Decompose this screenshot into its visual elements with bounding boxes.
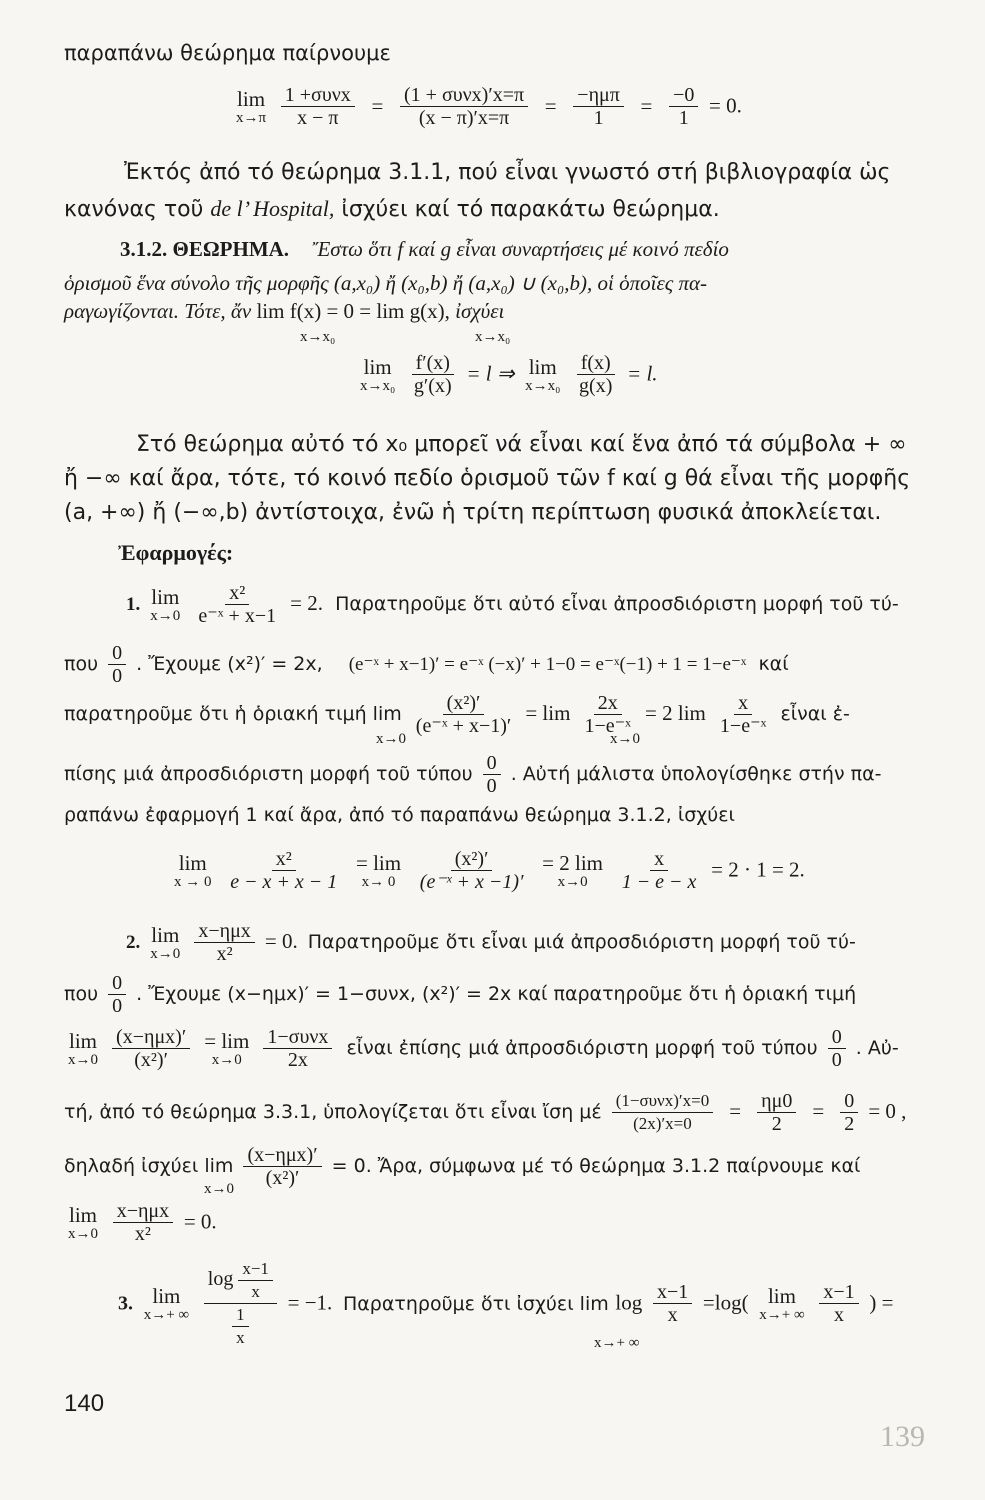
application-1-line: που $\frac{0}{0}$ . Ἔχουμε (x²)′ = 2x, (e⁻ˣ + x−1)′ = e⁻ˣ (−x)′ + 1−0 = e⁻ˣ(−1) + 1 = 1−e⁻ˣ καί [64,642,789,687]
application-2-line: lim x→0 $\frac{\text{(x−ημx)′}}{\text{(x²)′}}$ = lim x→0 $\frac{\text{1−συνx}}{2x}$ εἶναι ἐπίσης μιά ἀπροσδιόριστη μορφή τοῦ τύπου $\frac{0}{0}$ . Αὐ- [68,1026,899,1071]
header-line: παραπάνω θεώρημα παίρνουμε [64,41,391,65]
fraction: $\frac{\text{(x−ημx)′}}{\text{(x²)′}}$ [243,1144,321,1189]
page-number: 140 [64,1390,105,1417]
limit-operator: lim x→0 [68,1202,98,1242]
limit-operator: lim x→0 [150,584,181,624]
theorem-equation: lim x→x₀ $\frac{f'(x)}{g'(x)}$ = l ⇒ lim x→x₀ $\frac{f(x)}{g(x)}$ = l. [360,352,658,397]
application-1-line: ραπάνω ἐφαρμογή 1 καί ἄρα, ἀπό τό παραπάνω θεώρημα 3.1.2, ἰσχύει [64,804,735,826]
bleed-through-number: 139 [880,1420,925,1453]
application-3: 3. lim x→+ ∞ log $\frac{x-1}{x}$ $\frac{1}{x}$ = −1. Παρατηροῦμε ὅτι ἰσχύει lim log $\frac{x-1}{x}$ =log( lim x→+ ∞ $\frac{x-1}{x}$ ) = [118,1259,894,1347]
fraction: $\frac{x-1}{x}$ [653,1281,692,1326]
limit-subscript: x→x₀ [475,329,511,345]
limit-subscript: x→x₀ [300,329,336,345]
fraction: $\frac{f'(x)}{g'(x)}$ [410,352,456,397]
fraction: $\frac{2x}{\text{1−e⁻ˣ}}$ [584,692,631,737]
limit-operator: = lim x→ 0 [356,850,402,890]
fraction: $\frac{0}{0}$ [108,642,126,687]
fraction: $\frac{\text{(x−ημx)′}}{\text{(x²)′}}$ [112,1026,190,1071]
application-1-final: lim x → 0 $\frac{\text{x²}}{e - x + x - 1}$ = lim x→ 0 $\frac{\text{(x²)′}}{\text{(e⁻ˣ + x −1)′}}$ = 2 lim x→0 $\frac{x}{1 - e - x}$ = 2 · 1 = 2. [174,848,805,893]
theorem-line: ραγωγίζονται. Τότε, ἄν lim f(x) = 0 = lim g(x), ἰσχύει [64,299,505,323]
hospital-name: de l’ Hospital, [210,196,335,221]
limit-operator: lim x→+ ∞ [143,1283,190,1323]
application-1-line: πίσης μιά ἀπροσδιόριστη μορφή τοῦ τύπου $\frac{0}{0}$ . Αὐτή μάλιστα ὑπολογίσθηκε στήν πα- [64,752,882,797]
fraction: $\frac{\text{1 +συνx}}{x - \pi}$ [281,84,355,129]
fraction: $\frac{0}{0}$ [828,1026,846,1071]
fraction: $\frac{\eta\mu 0}{2}$ [757,1090,796,1135]
paragraph-line: Ἐκτός ἀπό τό θεώρημα 3.1.1, πού εἶναι γνωστό στή βιβλιογραφία ὡς [124,160,891,185]
fraction: $\frac{\text{(x²)′}}{\text{(e⁻ˣ + x −1)′}}$ [419,848,524,893]
paragraph-line: Στό θεώρημα αὐτό τό x₀ μπορεῖ νά εἶναι καί ἕνα ἀπό τά σύμβολα + ∞ [136,432,907,457]
paragraph-line: (a, +∞) ἤ (−∞,b) ἀντίστοιχα, ἐνῶ ἡ τρίτη περίπτωση φυσικά ἀποκλείεται. [64,500,882,525]
fraction: $\frac{\text{(x²)′}}{\text{(e⁻ˣ + x−1)′}}$ [415,692,512,737]
limit-subscript: x→0 [610,731,640,747]
fraction: $\frac{0}{0}$ [108,972,126,1017]
fraction: $\frac{\text{x−ημx}}{\text{x²}}$ [194,920,254,965]
application-2-line: που $\frac{0}{0}$ . Ἔχουμε (x−ημx)′ = 1−συνx, (x²)′ = 2x καί παρατηροῦμε ὅτι ἡ ὁριακή τιμή [64,972,857,1017]
fraction: $\frac{\text{−ημπ}}{1}$ [573,84,624,129]
fraction: $\frac{\text{1−συνx}}{2x}$ [263,1026,332,1071]
limit-subscript: x→+ ∞ [594,1335,640,1351]
limit-operator: lim x → 0 [174,850,212,890]
fraction: $\frac{x}{\text{1−e⁻ˣ}}$ [719,692,767,737]
limit-operator: lim x→+ ∞ [759,1283,805,1323]
fraction: $\frac{\text{x−ημx}}{\text{x²}}$ [113,1200,173,1245]
fraction: $\frac{0}{2}$ [840,1090,858,1135]
application-2: 2. lim x→0 $\frac{\text{x−ημx}}{\text{x²}}$ = 0. Παρατηροῦμε ὅτι εἶναι μιά ἀπροσδιόριστη μορφή τοῦ τύ- [126,920,856,965]
fraction: $\frac{\text{(1 + συνx)′x=π}}{(x - \pi)'x=\pi}$ [400,84,528,129]
limit-operator: lim x→x₀ [525,354,561,394]
fraction: $\frac{f(x)}{g(x)}$ [575,352,616,397]
applications-title: Ἐφαρμογές: [118,540,234,565]
fraction: $\frac{\text{(1−συνx)′x=0}}{(2x)'x=0}$ [612,1090,713,1135]
application-2-line: δηλαδή ἰσχύει lim $\frac{\text{(x−ημx)′}}{\text{(x²)′}}$ = 0. Ἄρα, σύμφωνα μέ τό θεώρημα 3.1.2 παίρνουμε καί [64,1144,861,1189]
theorem-heading: 3.1.2. ΘΕΩΡΗΜΑ. Ἔστω ὅτι f καί g εἶναι συναρτήσεις μέ κοινό πεδίο [120,237,729,261]
limit-operator: lim x→0 [150,922,181,962]
limit-subscript: x→0 [204,1181,234,1197]
limit-operator: = lim x→0 [204,1028,250,1068]
limit-operator: = 2 lim x→0 [542,850,603,890]
theorem-line: ὁρισμοῦ ἕνα σύνολο τῆς μορφῆς (a,x₀) ἤ (x₀,b) ἤ (a,x₀) ∪ (x₀,b), οἱ ὁποῖες πα- [64,271,708,295]
fraction: $\frac{\text{x²}}{\text{e⁻ˣ + x−1}}$ [198,582,277,627]
equation-1: lim x→π $\frac{\text{1 +συνx}}{x - \pi}$ = $\frac{\text{(1 + συνx)′x=π}}{(x - \pi)'x=\pi}$ = $\frac{\text{−ημπ}}{1}$ = $\frac{-0}{1}$ = 0. [236,84,742,129]
fraction: $\frac{-0}{1}$ [669,84,698,129]
limit-operator: lim x→π [236,86,267,126]
fraction: $\frac{x}{1 - e - x}$ [621,848,697,893]
fraction: $\frac{0}{0}$ [483,752,501,797]
limit-operator: lim x→0 [68,1028,98,1068]
limit-subscript: x→0 [376,731,406,747]
application-2-final: lim x→0 $\frac{\text{x−ημx}}{\text{x²}}$ = 0. [68,1200,217,1245]
fraction: log $\frac{x-1}{x}$ $\frac{1}{x}$ [204,1258,277,1349]
application-1-line: παρατηροῦμε ὅτι ἡ ὁριακή τιμή lim $\frac{\text{(x²)′}}{\text{(e⁻ˣ + x−1)′}}$ = lim $\frac{2x}{\text{1−e⁻ˣ}}$ = 2 lim $\frac{x}{\text{1−e⁻ˣ}}$ εἶναι ἐ- [64,692,850,737]
fraction: $\frac{x-1}{x}$ [819,1281,858,1326]
paragraph-line: κανόνας τοῦ de l’ Hospital, ἰσχύει καί τό παρακάτω θεώρημα. [64,196,720,222]
limit-operator: lim x→x₀ [360,354,396,394]
application-1: 1. lim x→0 $\frac{\text{x²}}{\text{e⁻ˣ + x−1}}$ = 2. Παρατηροῦμε ὅτι αὐτό εἶναι ἀπροσδιόριστη μορφή τοῦ τύ- [126,582,899,627]
paragraph-line: ἤ −∞ καί ἄρα, τότε, τό κοινό πεδίο ὁρισμοῦ τῶν f καί g θά εἶναι τῆς μορφῆς [64,466,911,491]
fraction: $\frac{\text{x²}}{e - x + x - 1}$ [230,848,338,893]
application-2-line: τή, ἀπό τό θεώρημα 3.3.1, ὑπολογίζεται ὅτι εἶναι ἴση μέ $\frac{\text{(1−συνx)′x=0}}{(2x)'x=0}$ = $\frac{\eta\mu 0}{2}$ = $\frac{0}{2}$ = 0 , [64,1090,907,1135]
